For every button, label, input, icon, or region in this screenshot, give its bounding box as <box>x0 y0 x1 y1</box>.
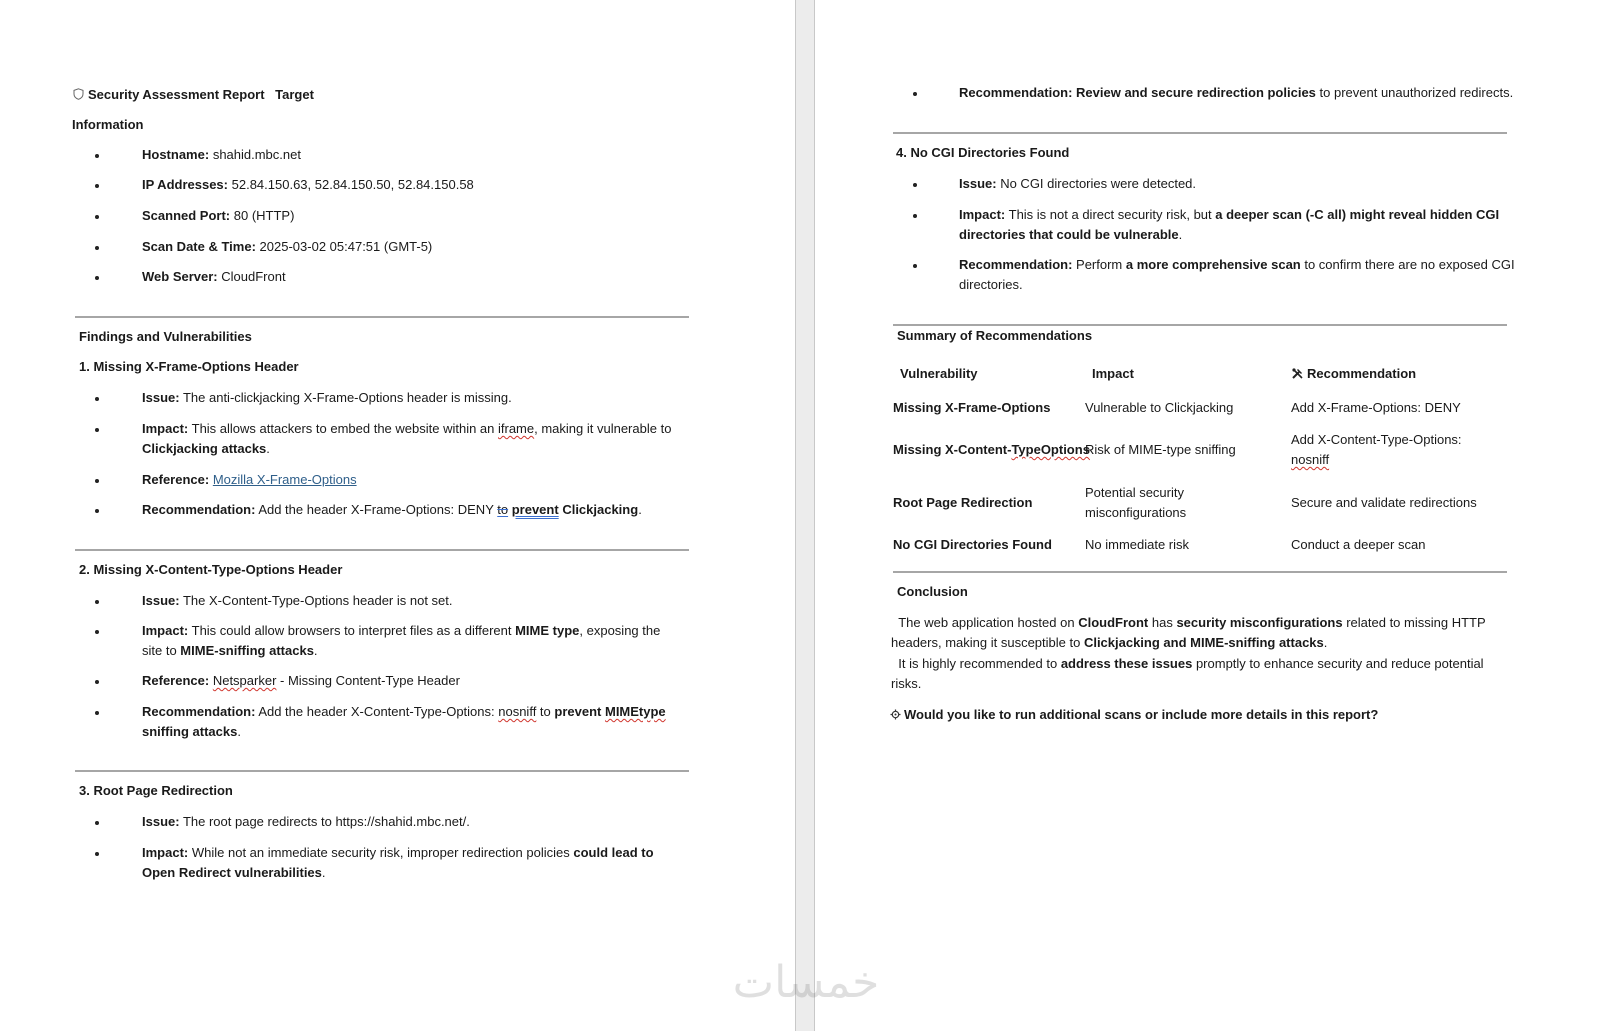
finding-1-impact: Impact: This allows attackers to embed the website within an iframe, making it vulnerable to Clickjacking attacks. <box>142 421 672 456</box>
finding-4-issue: Issue: No CGI directories were detected. <box>959 176 1197 191</box>
document-page-right <box>815 0 1598 1031</box>
table-row: Root Page Redirection <box>893 495 1033 510</box>
findings-heading: Findings and Vulnerabilities <box>79 329 252 344</box>
table-row: Missing X-Content-TypeOptions <box>893 442 1090 457</box>
table-cell: Add X-Frame-Options: DENY <box>1291 400 1461 415</box>
info-web-server: Web Server: CloudFront <box>142 269 286 284</box>
bullet <box>913 183 917 187</box>
divider <box>893 571 1507 573</box>
followup-question: Would you like to run additional scans or include more details in this report? <box>890 707 1378 722</box>
finding-4-heading: 4. No CGI Directories Found <box>896 145 1070 160</box>
finding-3-issue: Issue: The root page redirects to https://shahid.mbc.net/. <box>142 814 470 829</box>
info-hostname: Hostname: shahid.mbc.net <box>142 147 301 162</box>
bullet <box>95 821 99 825</box>
divider <box>75 316 689 318</box>
table-row: Missing X-Frame-Options <box>893 400 1051 415</box>
finding-4-recommendation: Recommendation: Perform a more comprehensive scan to confirm there are no exposed CGI directories. <box>959 257 1515 292</box>
bullet <box>95 852 99 856</box>
divider <box>893 132 1507 134</box>
finding-2-recommendation: Recommendation: Add the header X-Content-Type-Options: nosniff to prevent MIMEtype sniffing attacks. <box>142 704 666 739</box>
finding-1-issue: Issue: The anti-clickjacking X-Frame-Options header is missing. <box>142 390 512 405</box>
bullet <box>913 92 917 96</box>
shield-icon <box>73 88 84 100</box>
table-row: No CGI Directories Found <box>893 537 1052 552</box>
summary-heading: Summary of Recommendations <box>897 328 1093 343</box>
bullet <box>913 264 917 268</box>
watermark-logo <box>706 955 906 1010</box>
finding-1-heading: 1. Missing X-Frame-Options Header <box>79 359 299 374</box>
mozilla-reference-link[interactable]: Mozilla X-Frame-Options <box>212 472 357 487</box>
finding-3-impact: Impact: While not an immediate security risk, improper redirection policies could lead to Open Redirect vulnerabilities. <box>142 845 654 880</box>
divider <box>75 770 689 772</box>
gear-icon <box>890 709 901 720</box>
divider <box>893 324 1507 326</box>
table-header-impact: Impact <box>1092 366 1134 381</box>
bullet <box>95 711 99 715</box>
finding-1-recommendation: Recommendation: Add the header X-Frame-Options: DENY to prevent Clickjacking. <box>142 502 642 517</box>
finding-2-heading: 2. Missing X-Content-Type-Options Header <box>79 562 343 577</box>
report-title: Security Assessment Report <box>88 87 265 102</box>
table-cell: Secure and validate redirections <box>1291 495 1477 510</box>
bullet <box>95 215 99 219</box>
table-cell: Vulnerable to Clickjacking <box>1085 400 1234 415</box>
bullet <box>95 509 99 513</box>
table-cell: No immediate risk <box>1085 537 1190 552</box>
divider <box>75 549 689 551</box>
bullet <box>95 630 99 634</box>
bullet <box>95 184 99 188</box>
page-gutter <box>795 0 815 1031</box>
bullet <box>95 246 99 250</box>
table-cell: Potential security misconfigurations <box>1085 485 1187 520</box>
table-cell: Add X-Content-Type-Options: nosniff <box>1291 432 1462 467</box>
bullet <box>95 397 99 401</box>
finding-2-impact: Impact: This could allow browsers to interpret files as a different MIME type, exposing the site to MIME-sniffing attacks. <box>142 623 661 658</box>
table-cell: Risk of MIME-type sniffing <box>1085 442 1236 457</box>
bullet <box>95 680 99 684</box>
bullet <box>95 479 99 483</box>
finding-2-reference: Reference: Netsparker - Missing Content-Type Header <box>142 673 460 688</box>
svg-text:خمسات: خمسات <box>732 957 880 1008</box>
table-header-vulnerability: Vulnerability <box>900 366 978 381</box>
finding-3-recommendation: Recommendation: Review and secure redirection policies to prevent unauthorized redirects. <box>959 85 1514 100</box>
table-header-recommendation: Recommendation <box>1291 364 1416 384</box>
table-cell: Conduct a deeper scan <box>1291 537 1426 552</box>
finding-1-reference: Reference: Mozilla X-Frame-Options <box>142 472 357 487</box>
report-title-tail: Target <box>275 87 314 102</box>
finding-3-heading: 3. Root Page Redirection <box>79 783 233 798</box>
finding-4-impact: Impact: This is not a direct security risk, but a deeper scan (-C all) might reveal hidden CGI directories that could be vulnerable. <box>959 207 1500 242</box>
conclusion-paragraph-1: The web application hosted on CloudFront has security misconfigurations related to missing HTTP headers, making it susceptible to Clickjacking and MIME-sniffing attacks. <box>891 615 1486 650</box>
conclusion-heading: Conclusion <box>897 584 968 599</box>
bullet <box>95 154 99 158</box>
bullet <box>95 428 99 432</box>
info-heading: Information <box>72 117 144 132</box>
report-title-line <box>73 87 314 102</box>
tools-icon <box>1291 367 1304 380</box>
bullet <box>913 214 917 218</box>
finding-2-issue: Issue: The X-Content-Type-Options header is not set. <box>142 593 453 608</box>
bullet <box>95 276 99 280</box>
bullet <box>95 600 99 604</box>
conclusion-paragraph-2: It is highly recommended to address these issues promptly to enhance security and reduce potential risks. <box>891 656 1484 691</box>
info-scanned-port: Scanned Port: 80 (HTTP) <box>142 208 295 223</box>
info-ip-addresses: IP Addresses: 52.84.150.63, 52.84.150.50, 52.84.150.58 <box>142 177 474 192</box>
info-scan-date: Scan Date & Time: 2025-03-02 05:47:51 (GMT-5) <box>142 239 433 254</box>
document-page-left <box>0 0 795 1031</box>
